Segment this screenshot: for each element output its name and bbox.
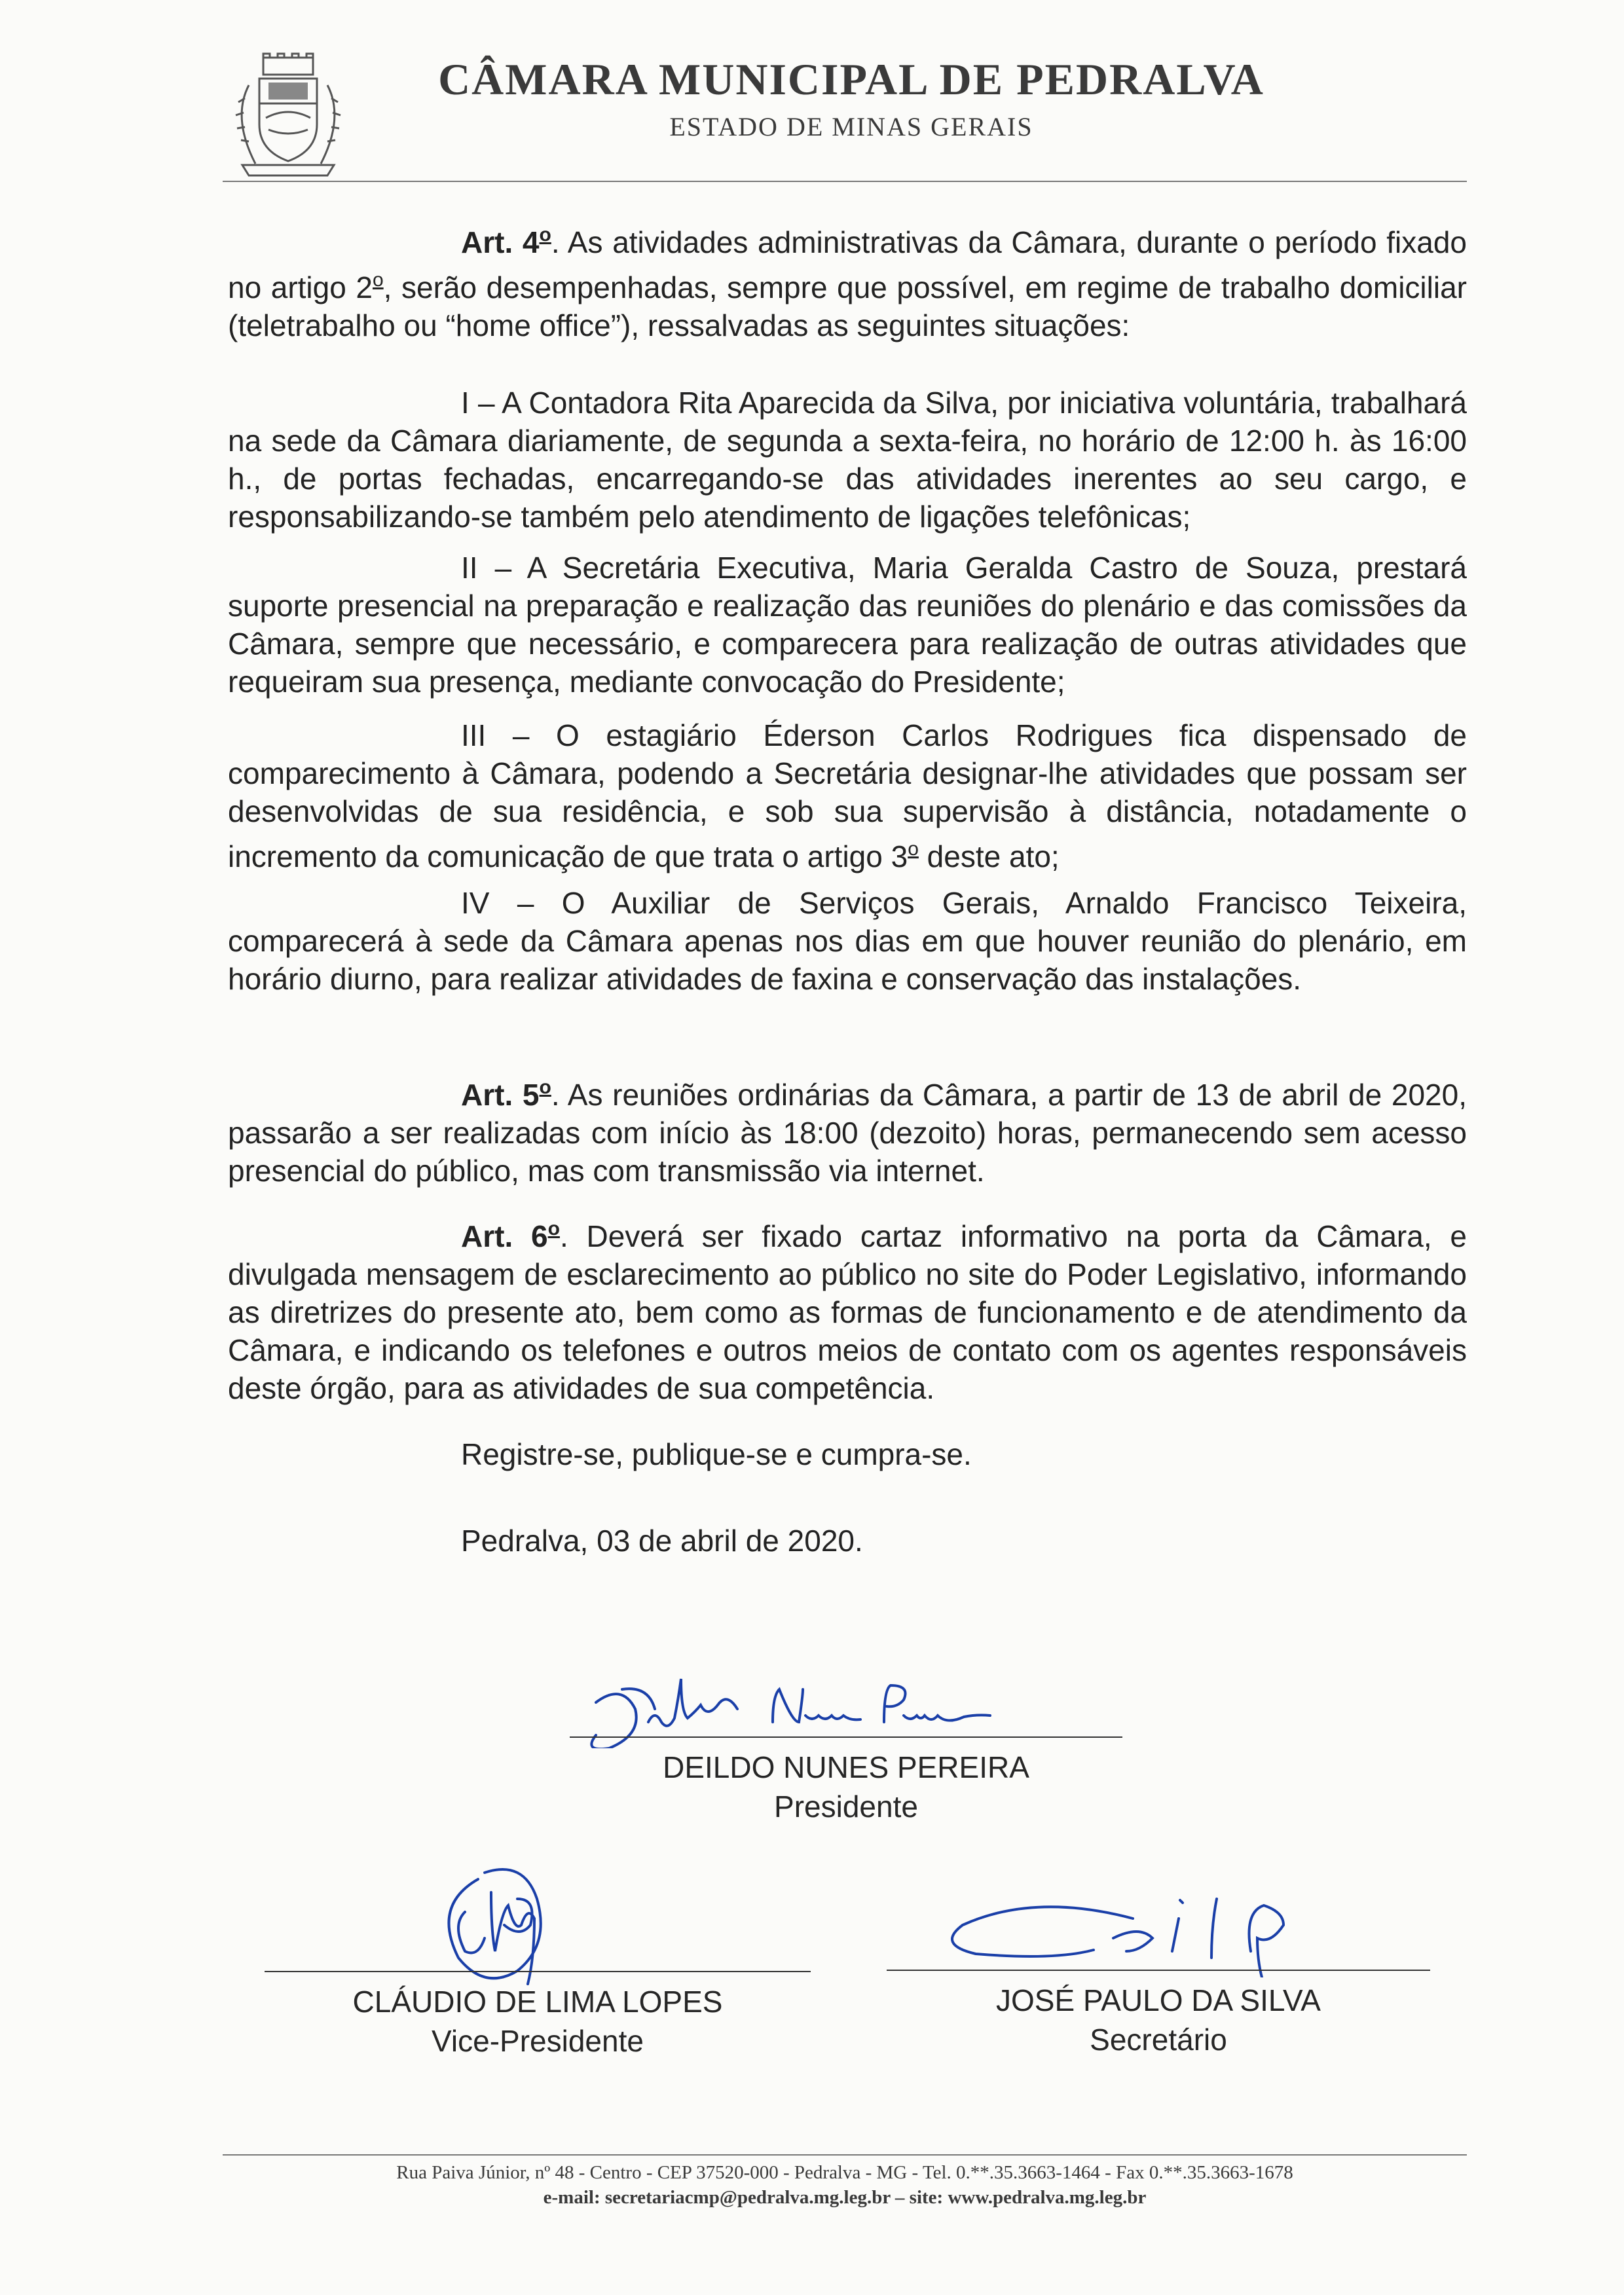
item-ii-text: II – A Secretária Executiva, Maria Geralda Castro de Souza, prestará suporte presencial na preparação e realização das reuniões do plenário e das comissões da Câmara, sempre que necessário, e comparecera para realização de outras atividades que requeiram sua presença, mediante convocação do Presidente;	[228, 551, 1467, 699]
header-subtitle: ESTADO DE MINAS GERAIS	[669, 112, 1033, 141]
coat-of-arms-icon	[223, 52, 354, 183]
item-iv-text: IV – O Auxiliar de Serviços Gerais, Arnaldo Francisco Teixeira, comparecerá à sede da Câmara apenas nos dias em que houver reunião do plenário, em horário diurno, para realizar atividades de faxina e conservação das instalações.	[228, 886, 1467, 996]
item-iii-ordinal: o	[908, 838, 919, 860]
item-iii-text-a: III – O estagiário Éderson Carlos Rodrigues fica dispensado de comparecimento à Câmara, podendo a Secretária designar-lhe atividades que possam ser desenvolvidas de sua residência, e sob sua supervisão à distância, notadamente o incremento da comunicação de que trata o artigo 3	[228, 718, 1467, 873]
item-i	[228, 384, 1467, 536]
article-5-label: Art. 5	[461, 1078, 540, 1112]
vice-president-signature-line	[265, 1971, 811, 1972]
item-iv	[228, 884, 1467, 998]
article-4-text-b: , serão desempenhadas, sempre que possível, em regime de trabalho domiciliar (teletrabalho ou “home office”), ressalvadas as seguintes situações:	[228, 270, 1467, 342]
footer-address: Rua Paiva Júnior, nº 48 - Centro - CEP 37520-000 - Pedralva - MG - Tel. 0.**.35.3663-1464 - Fax 0.**.35.3663-1678	[396, 2162, 1293, 2183]
closing-formula: Registre-se, publique-se e cumpra-se.	[461, 1437, 972, 1471]
article-4-text-a: . As atividades administrativas da Câmara, durante o período fixado no artigo 2	[228, 225, 1467, 304]
secretary-signature	[936, 1886, 1395, 1977]
place-and-date: Pedralva, 03 de abril de 2020.	[461, 1524, 863, 1558]
secretary-name: JOSÉ PAULO DA SILVA	[996, 1983, 1321, 2017]
president-signature-line	[570, 1736, 1122, 1738]
item-ii	[228, 549, 1467, 701]
article-5-text: . As reuniões ordinárias da Câmara, a partir de 13 de abril de 2020, passarão a ser realizadas com início às 18:00 (dezoito) horas, permanecendo sem acesso presencial do público, mas com transmissão via internet.	[228, 1078, 1467, 1188]
footer-divider	[223, 2154, 1467, 2156]
article-6	[228, 1210, 1467, 1407]
secretary-signature-line	[887, 1970, 1430, 1971]
article-5-ordinal: o	[539, 1076, 551, 1098]
vice-president-name: CLÁUDIO DE LIMA LOPES	[352, 1985, 723, 2019]
article-5	[228, 1069, 1467, 1190]
article-4-ordinal-2: o	[372, 269, 384, 291]
header-divider	[223, 181, 1467, 182]
header-title: CÂMARA MUNICIPAL DE PEDRALVA	[438, 54, 1264, 104]
president-role: Presidente	[774, 1790, 918, 1824]
item-iii	[228, 716, 1467, 875]
article-6-label: Art. 6	[461, 1219, 548, 1253]
footer-contact: e-mail: secretariacmp@pedralva.mg.leg.br – site: www.pedralva.mg.leg.br	[543, 2187, 1147, 2208]
item-i-text: I – A Contadora Rita Aparecida da Silva, por iniciativa voluntária, trabalhará na sede da Câmara diariamente, de segunda a sexta-feira, no horário de 12:00 h. às 16:00 h., de portas fechadas, encarregando-se das atividades inerentes ao seu cargo, e responsabilizando-se também pelo atendimento de ligações telefônicas;	[228, 386, 1467, 534]
article-4	[228, 216, 1467, 344]
article-4-label: Art. 4	[461, 225, 540, 259]
vice-president-role: Vice-Presidente	[432, 2024, 644, 2058]
president-name: DEILDO NUNES PEREIRA	[663, 1750, 1029, 1784]
secretary-role: Secretário	[1090, 2023, 1227, 2057]
article-6-ordinal: o	[547, 1218, 560, 1239]
item-iii-text-b: deste ato;	[918, 839, 1060, 873]
article-4-ordinal: o	[539, 224, 551, 246]
article-6-text: . Deverá ser fixado cartaz informativo na porta da Câmara, e divulgada mensagem de esclarecimento ao público no site do Poder Legislativo, informando as diretrizes do presente ato, bem como as formas de funcionamento e de atendimento da Câmara, e indicando os telefones e outros meios de contato com os agentes responsáveis deste órgão, para as atividades de sua competência.	[228, 1219, 1467, 1405]
